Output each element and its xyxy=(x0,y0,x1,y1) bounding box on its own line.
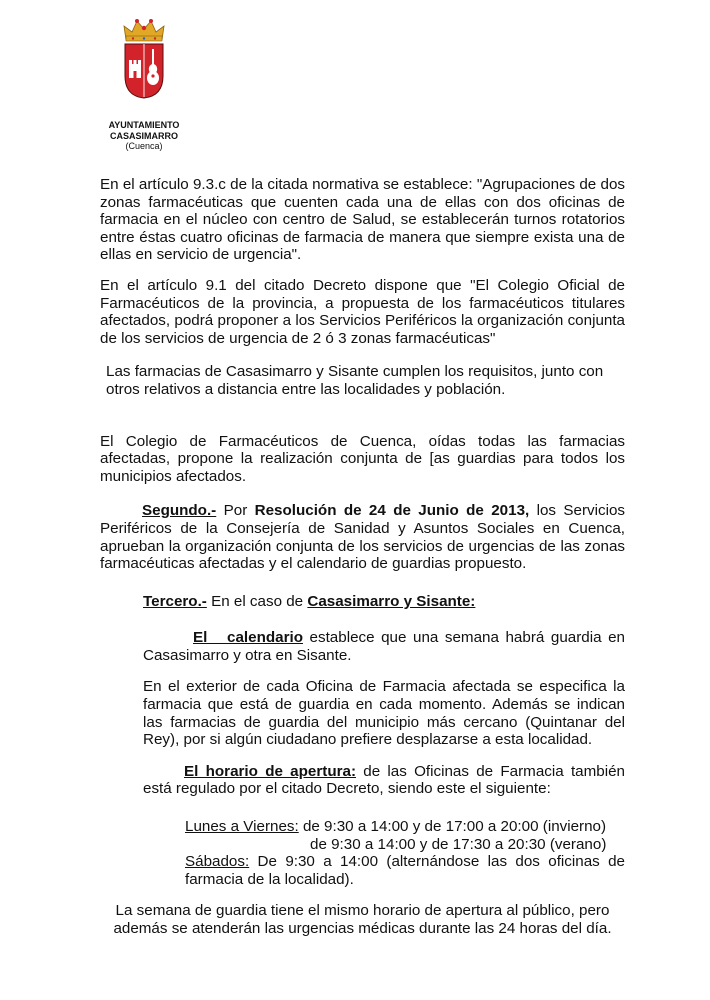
paragraph-segundo xyxy=(100,502,625,572)
paragraph-exterior: En el exterior de cada Oficina de Farmacia afectada se especifica la farmacia que está de guardia en cada momento. Además se indican las farmacias de guardia del municipio más cercano (Quintanar del Rey), por si algún ciudadano prefiere desplazarse a esta localidad. xyxy=(143,678,625,749)
closing-line-2: además se atenderán las urgencias médicas durante las 24 horas del día. xyxy=(113,920,612,937)
schedule-weekday-winter xyxy=(185,818,625,836)
paragraph-horario xyxy=(143,763,625,798)
crest-line-ayuntamiento: AYUNTAMIENTO xyxy=(108,120,180,130)
crest-line-province: (Cuenca) xyxy=(125,141,163,151)
paragraph-calendario xyxy=(143,629,630,664)
weekday-winter-hours: de 9:30 a 14:00 y de 17:00 a 20:00 (invierno) xyxy=(298,818,607,836)
paragraph-articulo-9-3c: En el artículo 9.3.c de la citada normativa se establece: "Agrupaciones de dos zonas farmacéuticas que cuenten cada una de ellas con dos oficinas de farmacia en el núcleo con centro de Salud, se establecerán turnos rotatorios entre éstas cuatro oficinas de farmacia de manera que siempre exista una de ellas en servicio de urgencia". xyxy=(100,176,625,264)
segundo-pre: Por xyxy=(216,502,255,520)
schedule-block xyxy=(185,818,625,888)
coat-of-arms-icon xyxy=(120,18,168,100)
paragraph-tercero xyxy=(143,593,625,611)
sabados-label: Sábados: xyxy=(185,853,250,871)
segundo-text: los Servicios Periféricos de la Consejería de Sanidad y Asuntos Sociales en Cuenca, aprueban la organización conjunta de los servicios de urgencias de las zonas farmacéuticas afectadas y el calendario de guardias propuesto. xyxy=(100,502,626,573)
horario-label: El horario de apertura: xyxy=(184,762,357,780)
closing-paragraph xyxy=(100,902,625,937)
segundo-resolucion: Resolución de 24 de Junio de 2013, xyxy=(254,502,530,520)
closing-line-1: La semana de guardia tiene el mismo horario de apertura al público, pero xyxy=(115,902,610,920)
saturday-hours: De 9:30 a 14:00 (alternándose las dos oficinas de farmacia de la localidad). xyxy=(185,853,625,888)
paragraph-articulo-9-1: En el artículo 9.1 del citado Decreto dispone que "El Colegio Oficial de Farmacéuticos de la provincia, a propuesta de los farmacéuticos titulares afectados, podrá proponer a los Servicios Periféricos la organización conjunta de los servicios de urgencia de 2 ó 3 zonas farmacéuticas" xyxy=(100,276,625,347)
tercero-towns: Casasimarro y Sisante: xyxy=(307,592,476,610)
document-body xyxy=(100,176,630,938)
horario-text: de las Oficinas de Farmacia también está regulado por el citado Decreto, siendo este el siguiente: xyxy=(143,762,625,798)
tercero-section xyxy=(143,592,630,889)
paragraph-requisitos: Las farmacias de Casasimarro y Sisante cumplen los requisitos, junto con otros relativos a distancia entre las localidades y población. xyxy=(106,363,604,398)
crest-caption xyxy=(104,120,184,152)
schedule-saturday xyxy=(185,853,625,888)
tercero-label: Tercero.- xyxy=(143,592,207,610)
crest-line-town: CASASIMARRO xyxy=(109,130,178,141)
calendario-text: establece que una semana habrá guardia en Casasimarro y otra en Sisante. xyxy=(143,629,630,664)
segundo-label: Segundo.- xyxy=(142,502,217,520)
calendario-label: El calendario xyxy=(193,629,303,647)
paragraph-colegio: El Colegio de Farmacéuticos de Cuenca, oídas todas las farmacias afectadas, propone la realización conjunta de [as guardias para todos los municipios afectados. xyxy=(100,432,625,485)
tercero-text: En el caso de xyxy=(206,592,308,610)
schedule-weekday-summer: de 9:30 a 14:00 y de 17:30 a 20:30 (verano) xyxy=(310,835,607,853)
lunes-viernes-label: Lunes a Viernes: xyxy=(185,818,299,836)
